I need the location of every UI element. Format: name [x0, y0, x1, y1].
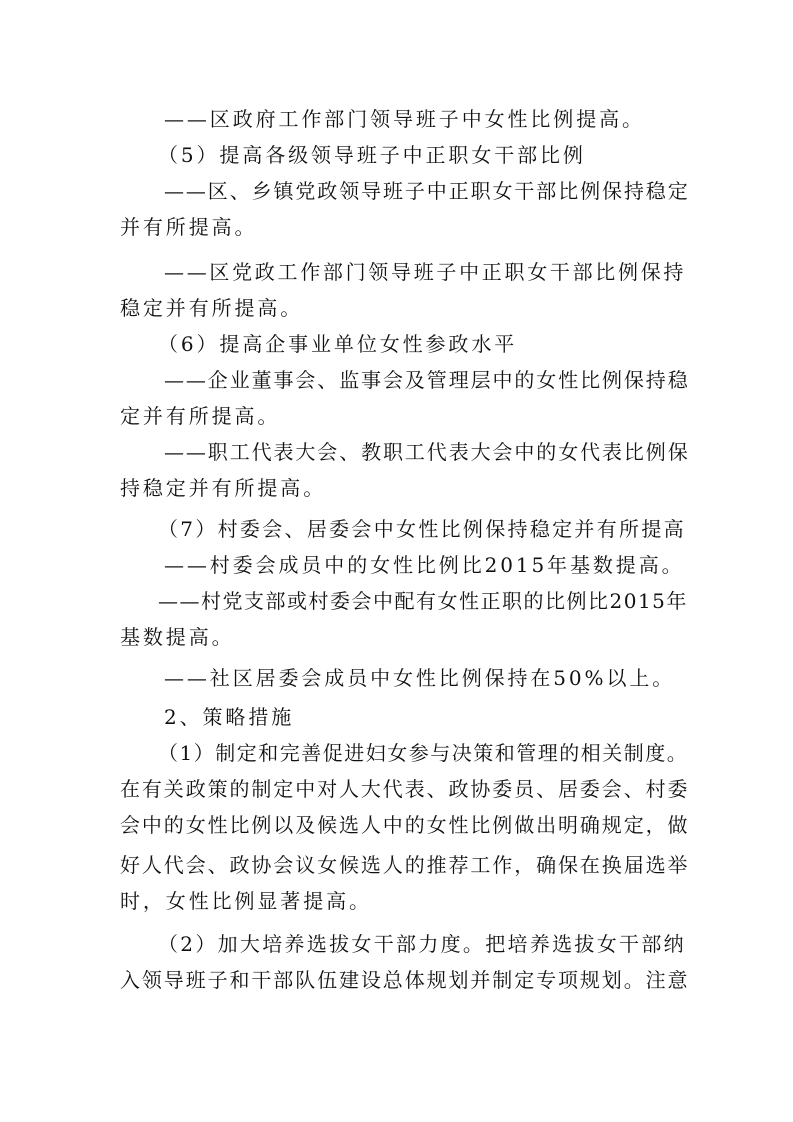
paragraph-line: 会中的女性比例以及候选人中的女性比例做出明确规定，做 — [120, 813, 690, 837]
text-line: ——区、乡镇党政领导班子中正职女干部比例保持稳定 — [164, 179, 690, 203]
paragraph-line: 时，女性比例显著提高。 — [120, 889, 372, 913]
paragraph-line: 入领导班子和干部队伍建设总体规划并制定专项规划。注意 — [120, 968, 690, 992]
text-line: ——区党政工作部门领导班子中正职女干部比例保持 — [164, 260, 687, 284]
text-line: ——企业董事会、监事会及管理层中的女性比例保持稳 — [164, 368, 690, 392]
text-line: 定并有所提高。 — [120, 404, 281, 428]
text-line: 稳定并有所提高。 — [120, 296, 304, 320]
text-line: ——区政府工作部门领导班子中女性比例提高。 — [164, 107, 645, 131]
paragraph-line: 好人代会、政协会议女候选人的推荐工作，确保在换届选举 — [120, 853, 690, 877]
text-line: 并有所提高。 — [120, 215, 258, 239]
paragraph-line: （1）制定和完善促进妇女参与决策和管理的相关制度。 — [158, 741, 689, 765]
subsection-heading: （7）村委会、居委会中女性比例保持稳定并有所提高 — [158, 517, 686, 541]
text-line: ——社区居委会成员中女性比例保持在50%以上。 — [164, 666, 676, 690]
text-line: 持稳定并有所提高。 — [120, 476, 327, 500]
paragraph-line: （2）加大培养选拔女干部力度。把培养选拔女干部纳 — [158, 932, 686, 956]
paragraph-line: 在有关政策的制定中对人大代表、政协委员、居委会、村委 — [120, 777, 690, 801]
subsection-heading: （5）提高各级领导班子中正职女干部比例 — [158, 143, 586, 167]
text-line: ——村党支部或村委会中配有女性正职的比例比2015年 — [158, 589, 688, 613]
section-heading: 2、策略措施 — [164, 705, 295, 729]
text-line: ——职工代表大会、教职工代表大会中的女代表比例保 — [164, 440, 690, 464]
text-line: 基数提高。 — [120, 625, 235, 649]
text-line: ——村委会成员中的女性比例比2015年基数提高。 — [164, 553, 685, 577]
subsection-heading: （6）提高企事业单位女性参政水平 — [158, 332, 518, 356]
